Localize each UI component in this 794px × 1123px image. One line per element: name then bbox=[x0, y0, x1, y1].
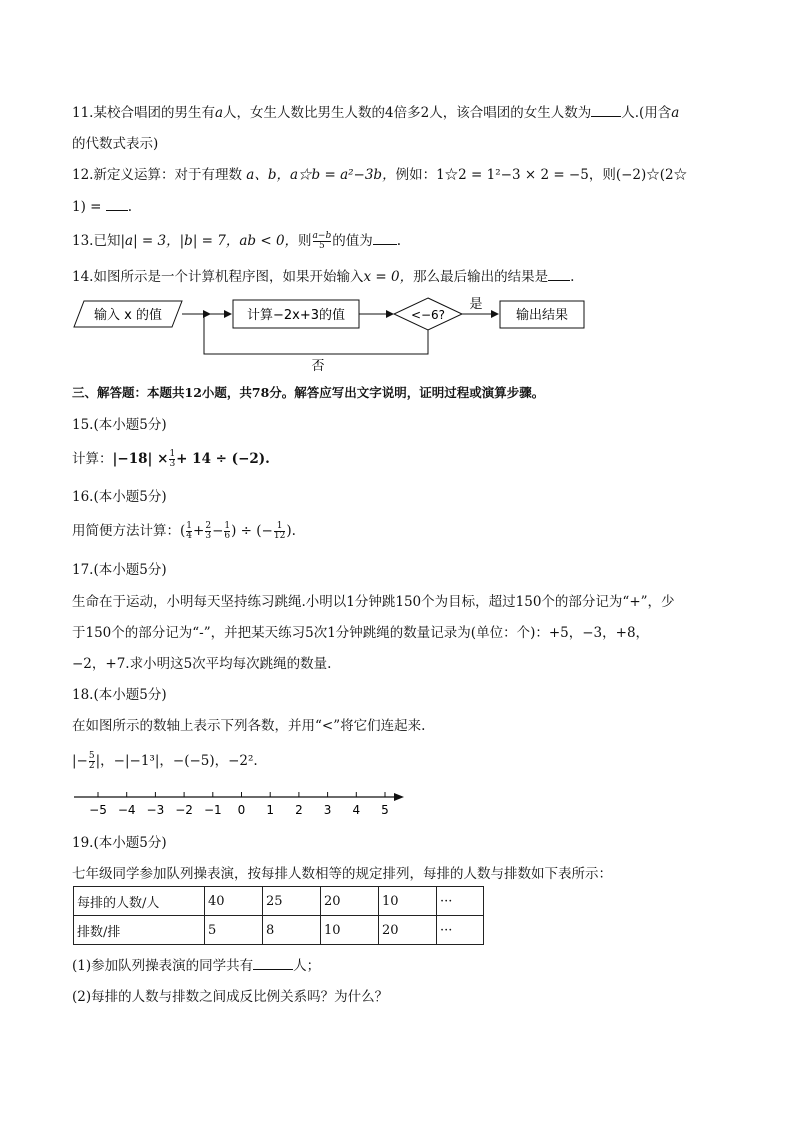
number-line-tick-label: 3 bbox=[323, 803, 332, 817]
q19-header: 19.(本小题5分) bbox=[72, 835, 167, 851]
q14-flowchart bbox=[68, 292, 598, 374]
q15-fraction: $\frac{1}{3}$ bbox=[169, 449, 176, 469]
table-cell: 每排的人数/人 bbox=[74, 887, 205, 916]
table-cell: 20 bbox=[321, 887, 379, 916]
number-line-tick-label: −3 bbox=[146, 803, 165, 817]
table-row bbox=[74, 916, 484, 945]
q19-answer-blank[interactable] bbox=[253, 969, 293, 970]
flow-output-label: 输出结果 bbox=[515, 308, 569, 323]
q18-line1: 在如图所示的数轴上表示下列各数，并用“<”将它们连起来. bbox=[72, 718, 426, 734]
q17-header: 17.(本小题5分) bbox=[72, 562, 167, 578]
q16-header: 16.(本小题5分) bbox=[72, 489, 167, 505]
number-line-tick-label: 0 bbox=[237, 803, 246, 817]
q19-line1: 七年级同学参加队列操表演，按每排人数相等的规定排列，每排的人数与排数如下表所示： bbox=[72, 866, 612, 882]
section3-heading: 三、解答题：本题共12小题，共78分。解答应写出文字说明，证明过程或演算步骤。 bbox=[72, 385, 545, 400]
q16-fraction-4: $\frac{1}{12}$ bbox=[273, 521, 286, 541]
table-cell: ··· bbox=[437, 887, 484, 916]
q13-fraction: $\frac{a-b}{5}$ bbox=[312, 231, 332, 251]
q12-line2: 1) = . bbox=[72, 199, 133, 215]
q17-line3: −2，+7.求小明这5次平均每次跳绳的数量. bbox=[72, 656, 332, 672]
q12-answer-blank[interactable] bbox=[106, 210, 128, 211]
q19-sub2: (2)每排的人数与排数之间成反比例关系吗？为什么？ bbox=[72, 989, 389, 1005]
number-line-tick-label: −2 bbox=[175, 803, 193, 817]
flow-decision-label: <−6? bbox=[410, 308, 446, 322]
q19-table bbox=[73, 886, 484, 945]
q14-line: 14.如图所示是一个计算机程序图，如果开始输入x = 0，那么最后输出的结果是 . bbox=[72, 269, 575, 285]
number-line-tick-label: −1 bbox=[203, 803, 222, 817]
table-cell: 5 bbox=[205, 916, 263, 945]
table-cell: 8 bbox=[263, 916, 321, 945]
q15-expression: 计算：|−18| × $\frac{1}{3}$ + 14 ÷ (−2). bbox=[72, 449, 270, 469]
flow-input-label: 输入 x 的值 bbox=[94, 308, 162, 323]
number-line-tick-label: −4 bbox=[117, 803, 136, 817]
q16-fraction-2: $\frac{2}{3}$ bbox=[205, 521, 212, 541]
table-cell: 20 bbox=[379, 916, 437, 945]
table-cell: 25 bbox=[263, 887, 321, 916]
q16-fraction-3: $\frac{1}{6}$ bbox=[224, 521, 231, 541]
number-line-arrowhead bbox=[394, 793, 404, 801]
table-row bbox=[74, 887, 484, 916]
table-cell: ··· bbox=[437, 916, 484, 945]
q18-number-line bbox=[70, 786, 410, 820]
q17-line1: 生命在于运动，小明每天坚持练习跳绳.小明以1分钟跳150个为目标，超过150个的部分记为“+”，少 bbox=[72, 594, 675, 610]
flow-no-label: 否 bbox=[311, 359, 325, 374]
flow-compute-label: 计算−2x+3的值 bbox=[246, 308, 346, 323]
table-cell: 10 bbox=[321, 916, 379, 945]
q18-header: 18.(本小题5分) bbox=[72, 687, 167, 703]
q18-numbers: |− $\frac{5}{2}$ |，−|−1³|，−(−5)，−2². bbox=[72, 751, 258, 771]
table-cell: 10 bbox=[379, 887, 437, 916]
q13-answer-blank[interactable] bbox=[373, 244, 397, 245]
q12-line1: 12.新定义运算：对于有理数 a、b，a☆b = a²−3b，例如：1☆2 = 1²−3 × 2 = −5，则(−2)☆(2☆ bbox=[72, 167, 688, 183]
q19-sub1: (1)参加队列操表演的同学共有 人； bbox=[72, 958, 321, 974]
q14-answer-blank[interactable] bbox=[548, 280, 570, 281]
q18-fraction: $\frac{5}{2}$ bbox=[88, 751, 95, 771]
number-line-tick-label: −5 bbox=[89, 803, 107, 817]
q16-fraction-1: $\frac{1}{4}$ bbox=[186, 521, 193, 541]
table-cell: 40 bbox=[205, 887, 263, 916]
table-cell: 排数/排 bbox=[74, 916, 205, 945]
q16-expression: 用简便方法计算：( $\frac{1}{4}$ + $\frac{2}{3}$ − $\frac{1}{6}$ ) ÷ (− $\frac{1}{12}$ ). bbox=[72, 521, 296, 541]
q11-line2: 的代数式表示) bbox=[72, 136, 159, 152]
number-line-tick-label: 5 bbox=[381, 803, 389, 817]
number-line-tick-label: 2 bbox=[295, 803, 303, 817]
number-line-tick-label: 1 bbox=[266, 803, 275, 817]
q13-line: 13.已知|a| = 3，|b| = 7，ab < 0，则 $\frac{a-b}{5}$ 的值为 . bbox=[72, 231, 402, 251]
q15-header: 15.(本小题5分) bbox=[72, 417, 167, 433]
flow-yes-label: 是 bbox=[469, 297, 483, 312]
number-line-tick-label: 4 bbox=[352, 803, 361, 817]
q11-line1: 11.某校合唱团的男生有a人，女生人数比男生人数的4倍多2人，该合唱团的女生人数为 人.(用含a bbox=[72, 105, 680, 121]
q17-line2: 于150个的部分记为“-”，并把某天练习5次1分钟跳绳的数量记录为(单位：个)：+5，−3，+8， bbox=[72, 625, 650, 641]
q11-answer-blank[interactable] bbox=[591, 116, 621, 117]
